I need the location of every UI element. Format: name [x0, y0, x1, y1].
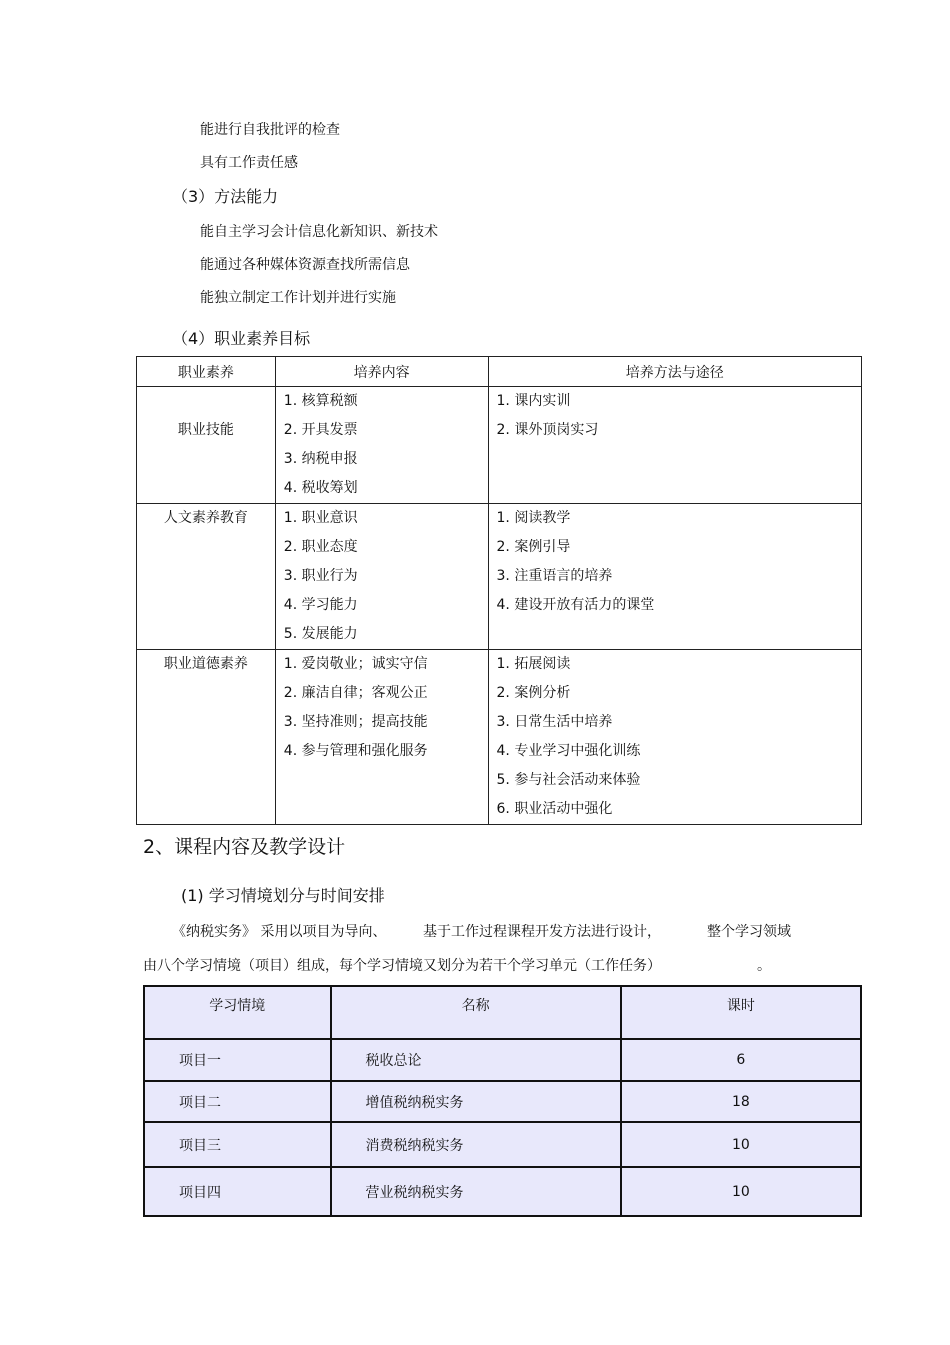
name-cell: 消费税纳税实务 [331, 1122, 621, 1167]
content-item: 4. 学习能力 [283, 597, 358, 613]
header-cell: 培养方法与途径 [488, 357, 861, 387]
method-item: 6. 职业活动中强化 [496, 801, 613, 817]
method-cell [488, 650, 861, 825]
content-cell [275, 387, 488, 504]
method-item: 1. 阅读教学 [496, 510, 571, 526]
category-cell [137, 504, 276, 650]
content-item: 4. 参与管理和强化服务 [283, 743, 428, 759]
content-item: 2. 职业态度 [283, 539, 358, 555]
content-cell [275, 650, 488, 825]
section-heading: 2、课程内容及教学设计 [143, 836, 346, 858]
method-item: 3. 日常生活中培养 [496, 714, 613, 730]
continued-item: 具有工作责任感 [200, 155, 298, 171]
continued-item: 能进行自我批评的检查 [200, 122, 340, 138]
header-cell: 培养内容 [275, 357, 488, 387]
method-item: 2. 课外顶岗实习 [496, 422, 599, 438]
method-item: 能通过各种媒体资源查找所需信息 [200, 257, 410, 273]
header-cell: 职业素养 [137, 357, 276, 387]
method-cell [488, 504, 861, 650]
method-heading: （3）方法能力 [172, 187, 279, 206]
table-row [144, 1081, 861, 1122]
name-cell: 增值税纳税实务 [331, 1081, 621, 1122]
situation-cell: 项目一 [144, 1039, 331, 1081]
table-row [137, 387, 862, 504]
table-row [144, 1039, 861, 1081]
paragraph-part: 《纳税实务》 采用以项目为导向、 [172, 924, 387, 940]
paragraph-part: 整个学习领域 [707, 924, 791, 940]
hours-cell: 10 [621, 1122, 861, 1167]
table-row [144, 1122, 861, 1167]
content-item: 1. 爱岗敬业；诚实守信 [283, 656, 428, 672]
hours-cell: 10 [621, 1167, 861, 1216]
content-item: 3. 坚持准则；提高技能 [283, 714, 428, 730]
method-item: 2. 案例引导 [496, 539, 571, 555]
method-item: 能自主学习会计信息化新知识、新技术 [200, 224, 438, 240]
name-cell: 税收总论 [331, 1039, 621, 1081]
subsection-heading: (1) 学习情境划分与时间安排 [181, 886, 385, 905]
method-item: 3. 注重语言的培养 [496, 568, 613, 584]
category-label: 职业技能 [177, 422, 234, 438]
content-item: 1. 职业意识 [283, 510, 358, 526]
method-item: 4. 专业学习中强化训练 [496, 743, 641, 759]
content-cell [275, 504, 488, 650]
table-row [137, 504, 862, 650]
method-item: 1. 课内实训 [496, 393, 571, 409]
header-cell: 名称 [331, 986, 621, 1039]
header-cell: 课时 [621, 986, 861, 1039]
paragraph-part: 由八个学习情境（项目）组成，每个学习情境又划分为若干个学习单元（工作任务） [143, 958, 661, 974]
method-item: 2. 案例分析 [496, 685, 571, 701]
method-cell [488, 387, 861, 504]
category-label: 职业道德素养 [163, 656, 248, 672]
method-item: 能独立制定工作计划并进行实施 [200, 290, 396, 306]
method-item: 1. 拓展阅读 [496, 656, 571, 672]
table-header-row [144, 986, 861, 1039]
content-item: 2. 廉洁自律；客观公正 [283, 685, 428, 701]
table-header-row [137, 357, 862, 387]
situation-cell: 项目四 [144, 1167, 331, 1216]
content-item: 1. 核算税额 [283, 393, 358, 409]
table-row [144, 1167, 861, 1216]
content-item: 5. 发展能力 [283, 626, 358, 642]
content-item: 4. 税收筹划 [283, 480, 358, 496]
method-item: 5. 参与社会活动来体验 [496, 772, 641, 788]
projects-table [143, 985, 862, 1217]
content-item: 3. 纳税申报 [283, 451, 358, 467]
situation-cell: 项目三 [144, 1122, 331, 1167]
paragraph-part: 。 [757, 958, 771, 974]
category-label: 人文素养教育 [163, 510, 248, 526]
literacy-table [136, 356, 862, 825]
literacy-heading: （4）职业素养目标 [172, 329, 311, 348]
content-item: 3. 职业行为 [283, 568, 358, 584]
table-row [137, 650, 862, 825]
name-cell: 营业税纳税实务 [331, 1167, 621, 1216]
paragraph-part: 基于工作过程课程开发方法进行设计， [423, 924, 661, 940]
hours-cell: 6 [621, 1039, 861, 1081]
category-cell [137, 387, 276, 504]
hours-cell: 18 [621, 1081, 861, 1122]
method-item: 4. 建设开放有活力的课堂 [496, 597, 655, 613]
category-cell [137, 650, 276, 825]
content-item: 2. 开具发票 [283, 422, 358, 438]
situation-cell: 项目二 [144, 1081, 331, 1122]
header-cell: 学习情境 [144, 986, 331, 1039]
